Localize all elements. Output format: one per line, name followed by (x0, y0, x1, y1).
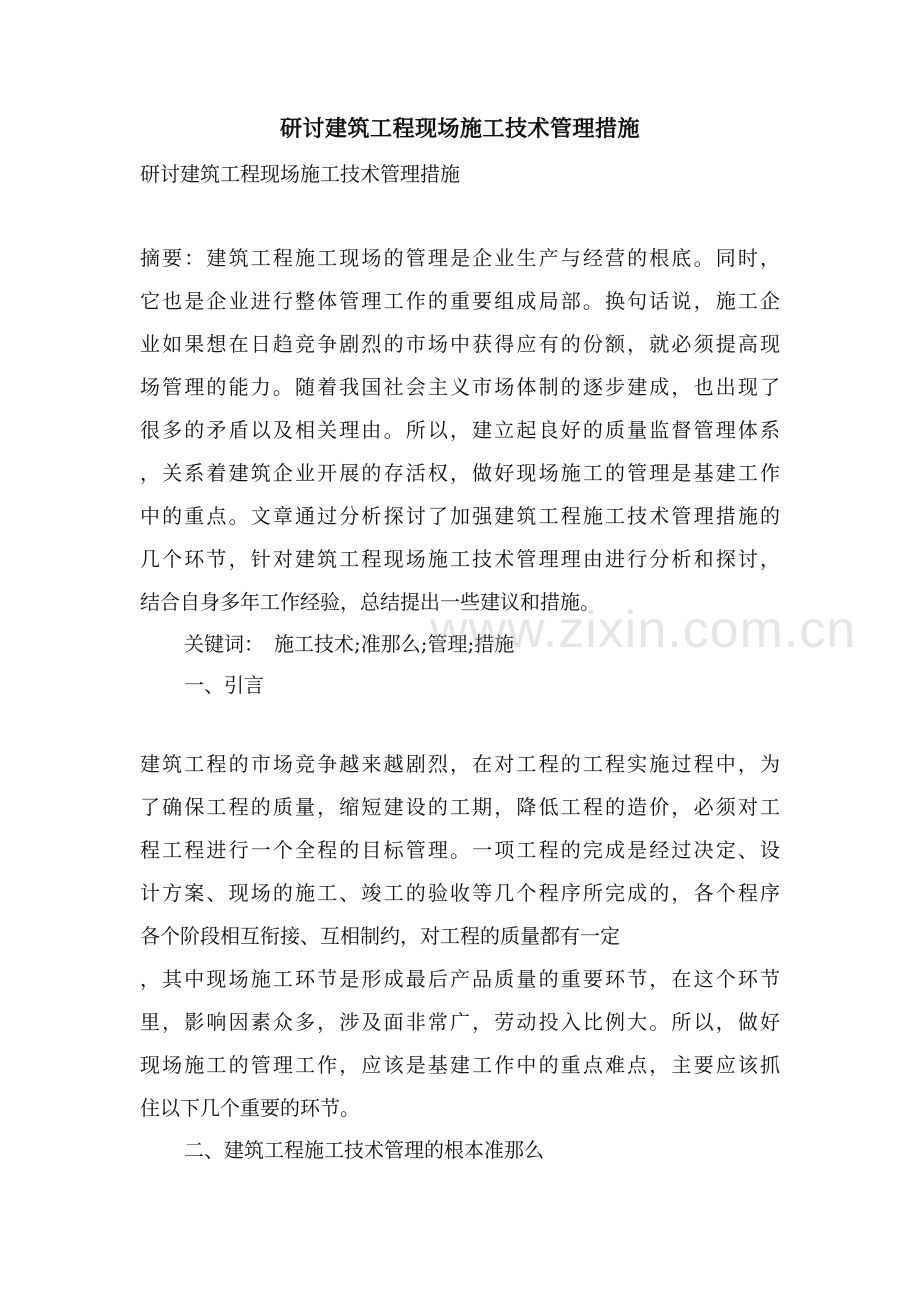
intro-line: 各个阶段相互衔接、互相制约，对工程的质量都有一定 (140, 924, 620, 948)
abstract-line: 业如果想在日趋竞争剧烈的市场中获得应有的份额，就必须提高现 (140, 332, 780, 356)
abstract-line: 场管理的能力。随着我国社会主义市场体制的逐步建成，也出现了 (140, 375, 780, 399)
document-subtitle: 研讨建筑工程现场施工技术管理措施 (140, 162, 460, 186)
abstract-line: 中的重点。文章通过分析探讨了加强建筑工程施工技术管理措施的 (140, 504, 780, 528)
abstract-line: 几个环节，针对建筑工程现场施工技术管理理由进行分析和探讨， (140, 547, 780, 571)
abstract-line: 它也是企业进行整体管理工作的重要组成局部。换句话说，施工企 (140, 289, 780, 313)
intro-line: 现场施工的管理工作，应该是基建工作中的重点难点，主要应该抓 (140, 1053, 780, 1077)
intro-line: 建筑工程的市场竞争越来越剧烈，在对工程的工程实施过程中，为 (140, 752, 780, 776)
abstract-line: 摘要：建筑工程施工现场的管理是企业生产与经营的根底。同时， (140, 246, 780, 270)
section-heading-intro: 一、引言 (184, 673, 264, 697)
intro-line: 计方案、现场的施工、竣工的验收等几个程序所完成的，各个程序 (140, 881, 780, 905)
intro-line: 程工程进行一个全程的目标管理。一项工程的完成是经过决定、设 (140, 838, 780, 862)
section-heading-principles: 二、建筑工程施工技术管理的根本准那么 (184, 1138, 544, 1162)
intro-line: 了确保工程的质量，缩短建设的工期，降低工程的造价，必须对工 (140, 795, 780, 819)
abstract-line: ，关系着建筑企业开展的存活权，做好现场施工的管理是基建工作 (140, 461, 780, 485)
watermark: www.zixin.com.cn (430, 601, 857, 659)
intro-line: 住以下几个重要的环节。 (140, 1096, 360, 1120)
abstract-line: 很多的矛盾以及相关理由。所以，建立起良好的质量监督管理体系 (140, 418, 780, 442)
intro-line: ，其中现场施工环节是形成最后产品质量的重要环节，在这个环节 (140, 967, 780, 991)
keywords-line: 关键词： 施工技术;准那么;管理;措施 (184, 632, 515, 656)
intro-line: 里，影响因素众多，涉及面非常广，劳动投入比例大。所以，做好 (140, 1010, 780, 1034)
document-title: 研讨建筑工程现场施工技术管理措施 (279, 116, 640, 142)
abstract-line: 结合自身多年工作经验，总结提出一些建议和措施。 (140, 590, 600, 614)
